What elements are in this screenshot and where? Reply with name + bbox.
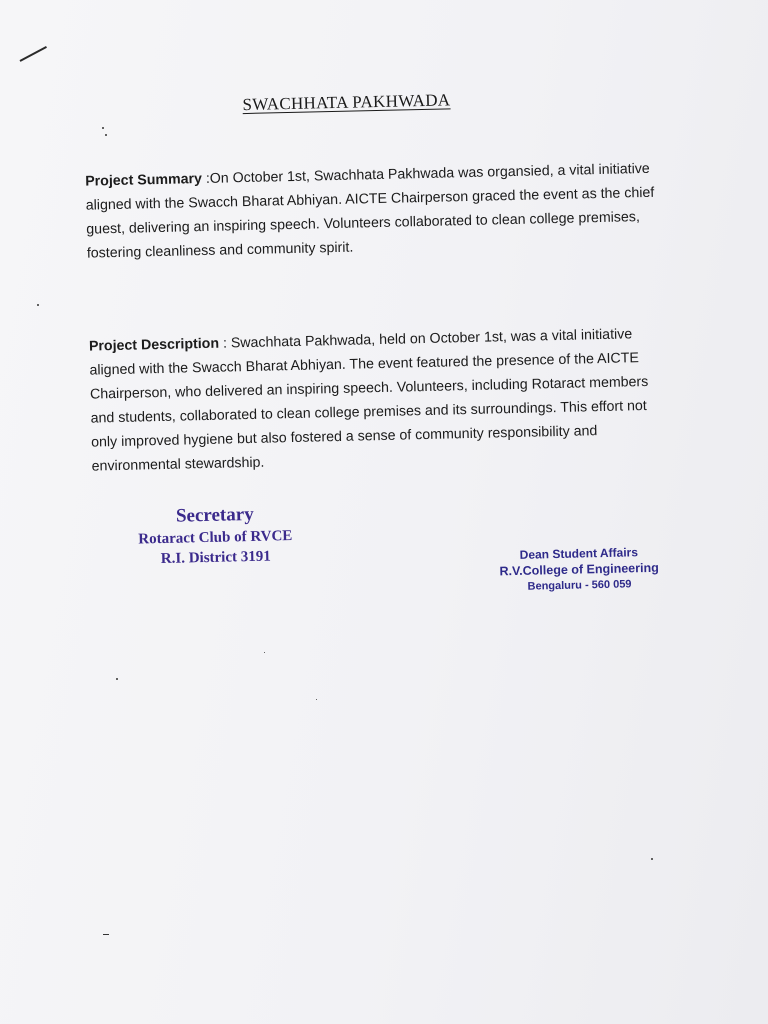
secretary-club: Rotaract Club of RVCE bbox=[138, 528, 293, 548]
project-summary-label: Project Summary bbox=[85, 171, 203, 190]
paper-speck bbox=[103, 934, 109, 935]
document-title: SWACHHATA PAKHWADA bbox=[242, 90, 451, 115]
project-description bbox=[89, 322, 670, 479]
project-summary-text: :On October 1st, Swachhata Pakhwada was organsied, a vital initiative aligned with the Swacch Bharat Abhiyan. AICTE Chairperson graced the event as the chief guest, delivering an inspiring speech. Volunteers collaborated to clean college premises, fostering cleanliness and community spirit. bbox=[85, 160, 655, 262]
secretary-signature-block bbox=[105, 501, 326, 570]
paper-speck bbox=[105, 134, 107, 136]
paper-speck bbox=[102, 127, 104, 129]
paper-speck bbox=[37, 304, 39, 306]
pen-mark bbox=[20, 46, 47, 62]
secretary-district: R.I. District 3191 bbox=[160, 548, 271, 568]
paper-speck bbox=[116, 678, 118, 680]
stamp-line-3: Bengaluru - 560 059 bbox=[527, 578, 632, 593]
paper-speck bbox=[316, 699, 317, 700]
stamp-line-2: R.V.College of Engineering bbox=[499, 560, 659, 579]
paper-speck bbox=[651, 858, 653, 860]
stamp-line-1: Dean Student Affairs bbox=[519, 545, 639, 562]
project-summary bbox=[85, 157, 665, 266]
dean-stamp bbox=[484, 543, 675, 595]
secretary-title: Secretary bbox=[175, 503, 254, 527]
project-description-text: : Swachhata Pakhwada, held on October 1st, was a vital initiative aligned with the Swacch Bharat Abhiyan. The event featured the presence of the AICTE Chairperson, who delivered an inspiring speech. Volunteers, including Rotaract members and students, collaborated to clean college premises and its surroundings. This effort not only improved hygiene but also fostered a sense of community responsibility and environmental stewardship. bbox=[89, 326, 649, 475]
paper-speck bbox=[264, 652, 265, 653]
project-description-label: Project Description bbox=[88, 335, 220, 355]
